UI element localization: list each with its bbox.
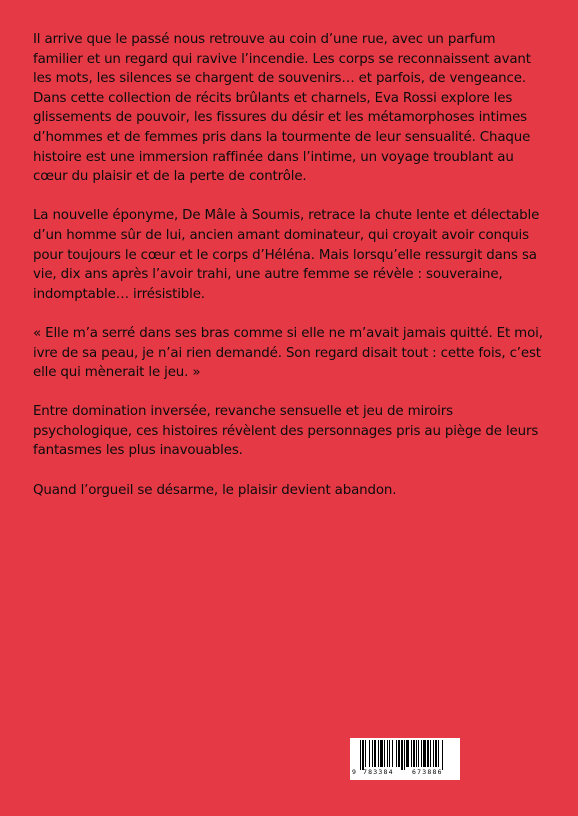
barcode-bar [423,740,426,767]
barcode-bar [427,740,429,767]
barcode-bar [360,740,361,770]
blurb-paragraph-collection: Dans cette collection de récits brûlants et charnels, Eva Rossi explore les glissements de pouvoir, les fissures du désir et les métamorphoses intimes d’hommes et de femmes pris dans la tourmente de leur sensualité. Chaque histoire est une immersion raffinée dans l’intime, un voyage troublant au cœur du plaisir et de la perte de contrôle. [33,90,531,185]
barcode-bar [380,740,383,767]
barcode-bar [389,740,390,767]
barcode-bar [384,740,385,767]
barcode-bar [398,740,400,767]
isbn-barcode [350,738,460,780]
barcode-bar [406,740,409,767]
barcode-bar [387,740,388,767]
blurb-tagline: Quand l’orgueil se désarme, le plaisir devient abandon. [33,482,397,498]
barcode-bar [392,740,393,767]
barcode-lead-digit: 9 [352,768,356,776]
back-cover-text [33,30,548,520]
barcode-bar [413,740,415,767]
barcode-bar [404,740,405,770]
barcode-bar [369,740,370,767]
barcode-bar [411,740,412,767]
barcode-bar [442,740,443,770]
barcode-bar [396,740,397,767]
barcode-bar [372,740,373,767]
barcode-bar [416,740,417,767]
blurb-quote: « Elle m’a serré dans ses bras comme si elle ne m’avait jamais quitté. Et moi, ivre de sa peau, je n’ai rien demandé. Son regard disait tout : cette fois, c’est elle qui mènerait le jeu. » [33,325,543,381]
blurb-paragraph-themes: Entre domination inversée, revanche sensuelle et jeu de miroirs psychologique, ces histoires révèlent des personnages pris au piège de leurs fantasmes les plus inavouables. [33,404,539,459]
barcode-bar [378,740,379,767]
barcode-bar [374,740,376,767]
barcode-bar [365,740,366,767]
blurb-paragraph-intro: Il arrive que le passé nous retrouve au coin d’une rue, avec un parfum familier et un regard qui ravive l’incendie. Les corps se reconnaissent avant les mots, les silences se chargent de souvenirs… et parfois, de vengeance. [33,32,531,87]
barcode-left-group: 783384 [363,768,394,776]
barcode-bar [433,740,434,767]
barcode-bar [435,740,437,767]
blurb-paragraph-title-story: La nouvelle éponyme, De Mâle à Soumis, retrace la chute lente et délectable d’un homme sûr de lui, ancien amant dominateur, qui croyait avoir conquis pour toujours le cœur et le corps d’Héléna. Mais lorsqu’elle ressurgit dans sa vie, dix ans après l’avoir trahi, une autre femme se révèle : souveraine, indomptable… irrésistible. [33,208,540,302]
barcode-bar [362,740,364,770]
barcode-bar [430,740,431,767]
barcode-bar [438,740,439,767]
barcode-right-group: 673886 [412,768,443,776]
barcode-bar [401,740,403,770]
barcode-bar [421,740,422,767]
barcode-bar [418,740,419,767]
